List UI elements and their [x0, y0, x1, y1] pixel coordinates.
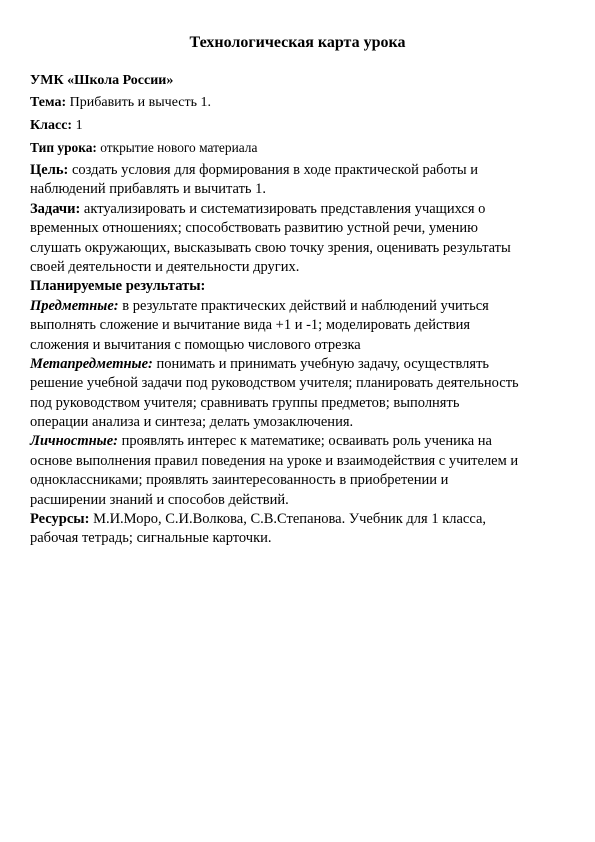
lesson-type-label: Тип урока: — [30, 140, 97, 155]
subject-results-line: выполнять сложение и вычитание вида +1 и -1; моделировать действия — [30, 317, 471, 334]
goal-line — [30, 161, 570, 180]
personal-results-text: проявлять интерес к математике; осваивать роль ученика на — [118, 433, 492, 450]
tasks-text: актуализировать и систематизировать представления учащихся о — [80, 200, 486, 217]
personal-results-line: одноклассниками; проявлять заинтересованность в приобретении и — [30, 472, 449, 489]
document-title: Технологическая карта урока — [189, 34, 406, 51]
meta-results-line: под руководством учителя; сравнивать группы предметов; выполнять — [30, 394, 460, 411]
meta-results-line: решение учебной задачи под руководством учителя; планировать деятельность — [30, 375, 519, 392]
subject-results-line — [30, 297, 570, 316]
subject-results-line: сложения и вычитания с помощью числового отрезка — [30, 336, 361, 353]
personal-results-label: Личностные: — [30, 433, 119, 450]
results-heading: Планируемые результаты: — [30, 278, 206, 295]
lesson-type-line — [30, 138, 570, 158]
tasks-label: Задачи: — [30, 200, 81, 217]
topic-label: Тема: — [30, 95, 67, 110]
topic-line — [30, 93, 570, 113]
subject-results-label: Предметные: — [30, 297, 119, 314]
goal-label: Цель: — [30, 162, 69, 178]
tasks-line: временных отношениях; способствовать развитию устной речи, умению — [30, 220, 478, 237]
meta-results-label: Метапредметные: — [30, 355, 153, 372]
personal-results-line: расширении знаний и способов действий. — [30, 491, 289, 508]
tasks-line: слушать окружающих, высказывать свою точку зрения, оценивать результаты — [30, 239, 511, 256]
tasks-line — [30, 200, 570, 219]
personal-results-line — [30, 432, 570, 451]
subject-results-text: в результате практических действий и наблюдений учиться — [118, 297, 489, 314]
personal-results-line: основе выполнения правил поведения на уроке и взаимодействия с учителем и — [30, 452, 519, 469]
meta-results-line: операции анализа и синтеза; делать умозаключения. — [30, 414, 354, 431]
umk-line — [30, 71, 570, 91]
goal-text: создать условия для формирования в ходе практической работы и — [68, 162, 479, 178]
goal-line: наблюдений прибавлять и вычитать 1. — [30, 181, 267, 198]
document-body — [30, 161, 570, 549]
resources-label: Ресурсы: — [30, 511, 90, 528]
resources-line: рабочая тетрадь; сигнальные карточки. — [30, 530, 272, 547]
tasks-line: своей деятельности и деятельности других. — [30, 258, 300, 275]
class-label: Класс: — [30, 118, 73, 133]
meta-results-line — [30, 355, 570, 374]
umk-text: УМК «Школа России» — [30, 73, 174, 88]
resources-text: М.И.Моро, С.И.Волкова, С.В.Степанова. Учебник для 1 класса, — [89, 511, 487, 528]
topic-value: Прибавить и вычесть 1. — [66, 95, 211, 110]
class-line — [30, 116, 570, 136]
meta-results-text: понимать и принимать учебную задачу, осуществлять — [152, 355, 490, 372]
lesson-type-value: открытие нового материала — [96, 140, 258, 155]
resources-line — [30, 510, 570, 529]
class-value: 1 — [72, 118, 83, 133]
